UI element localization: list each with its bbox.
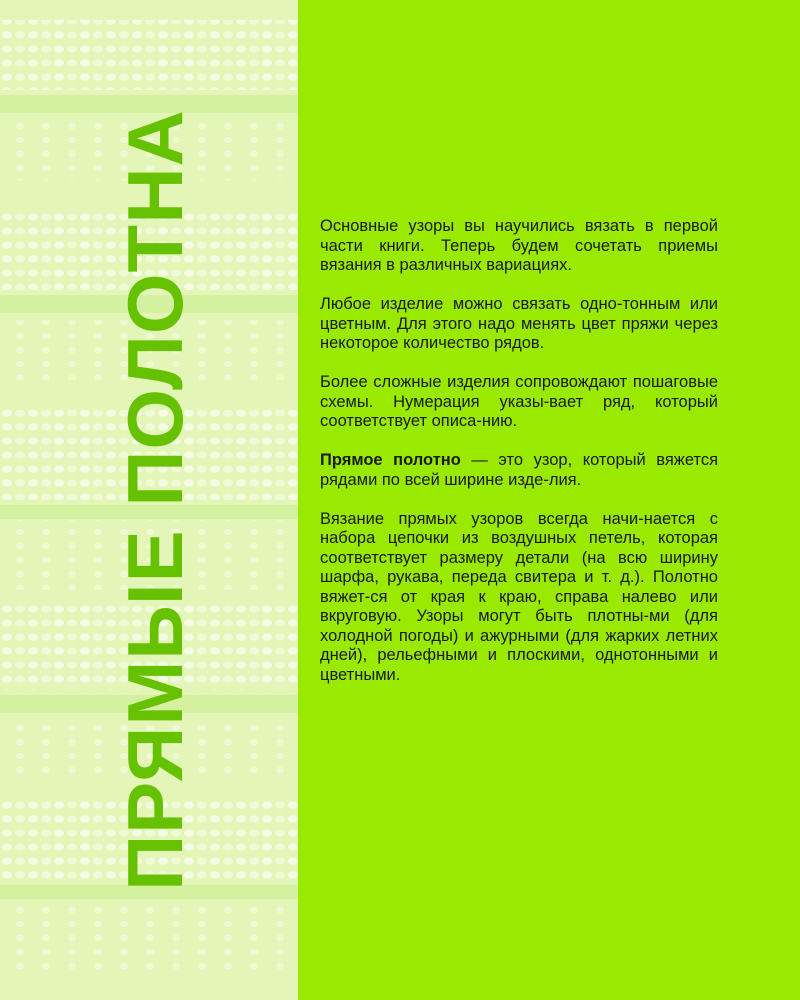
photo-panel [0,0,298,1000]
term-straight-fabric: Прямое полотно [320,451,461,469]
body-text [320,217,718,705]
definition-text: — это узор, который вяжется рядами по всей ширине изде-лия. [320,451,718,489]
paragraph-technique: Вязание прямых узоров всегда начи-нается с набора цепочки из воздушных петель, которая соответствует размеру детали (на всю ширину шарфа, рукава, переда свитера и т. д.). Полотно вяжет-ся от края к краю, справа налево или вкруговую. Узоры могут быть плотны-ми (для холодной погоды) и ажурными (для жарких летних дней), рельефными и плоскими, однотонными и цветными. [320,509,718,684]
chapter-title: ПРЯМЫЕ ПОЛОТНА [111,109,199,891]
paragraph-definition [320,451,718,490]
paragraph-color: Любое изделие можно связать одно-тонным или цветным. Для этого надо менять цвет пряжи через некоторое количество рядов. [320,295,718,352]
paragraph-schemes: Более сложные изделия сопровождают пошаговые схемы. Нумерация указы-вает ряд, который соответствует описа-нию. [320,373,718,430]
paragraph-intro: Основные узоры вы научились вязать в первой части книги. Теперь будем сочетать приемы вязания в различных вариациях. [320,217,718,274]
